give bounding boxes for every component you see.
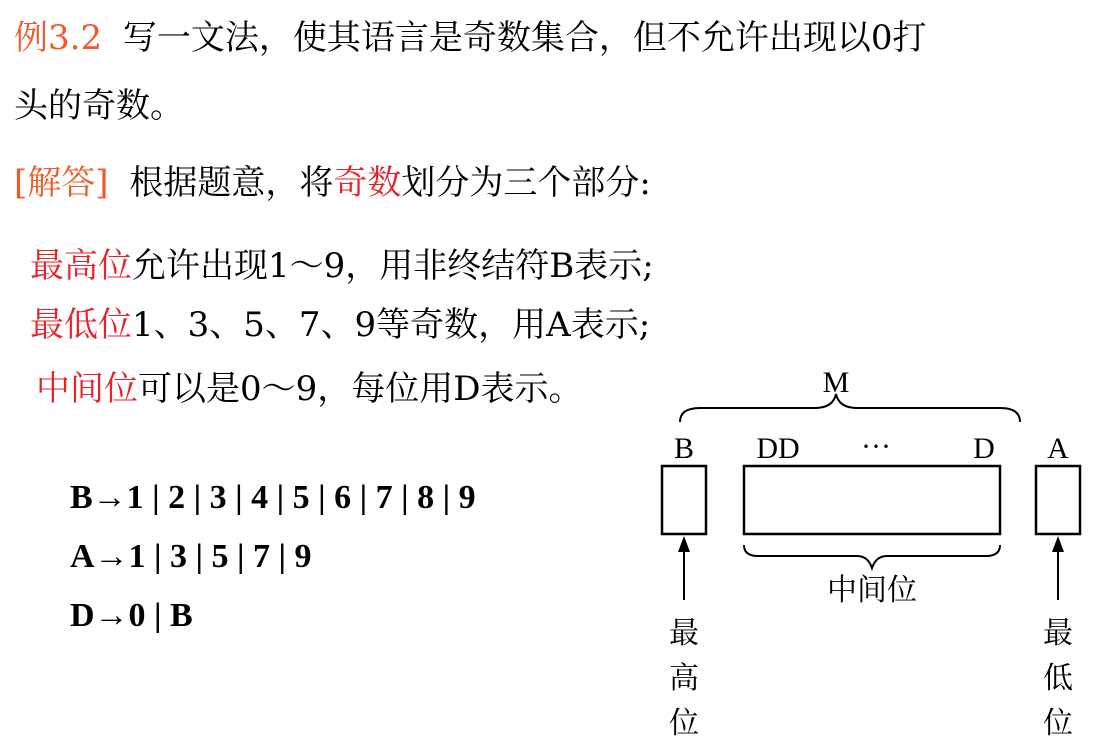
part-label: 中间位 <box>36 369 138 409</box>
top-brace <box>680 394 1020 422</box>
middle-label: 中间位 <box>827 573 917 608</box>
part-text: 1、3、5、7、9等奇数，用A表示; <box>132 305 651 345</box>
rule-b: B→1 | 2 | 3 | 4 | 5 | 6 | 7 | 8 | 9 <box>70 479 476 516</box>
right-vertical-1: 最 <box>1043 616 1073 651</box>
question-text-1: 写一文法，使其语言是奇数集合，但不允许出现以0打 <box>122 18 927 58</box>
rule-d: D→0 | B <box>70 597 193 634</box>
part-text: 可以是0～9，每位用D表示。 <box>138 369 583 409</box>
box-b <box>662 466 706 534</box>
box-a <box>1036 466 1080 534</box>
a-label: A <box>1047 432 1069 465</box>
dots-label: ··· <box>861 430 891 463</box>
left-arrowhead <box>678 536 690 552</box>
answer-intro-b: 划分为三个部分: <box>401 163 651 203</box>
b-label: B <box>673 432 695 465</box>
right-vertical-2: 低 <box>1043 661 1073 696</box>
example-number: 例3.2 <box>14 18 103 58</box>
rule-a: A→1 | 3 | 5 | 7 | 9 <box>70 538 312 575</box>
right-vertical-3: 位 <box>1043 706 1073 741</box>
part-label: 最高位 <box>30 246 132 286</box>
dd-label: DD <box>756 432 800 465</box>
top-label: M <box>822 366 850 399</box>
answer-intro-highlight: 奇数 <box>333 163 402 203</box>
part-text: 允许出现1～9，用非终结符B表示; <box>132 246 654 286</box>
d-label: D <box>973 432 995 465</box>
question-text-2: 头的奇数。 <box>14 86 184 126</box>
left-vertical-1: 最 <box>669 616 699 651</box>
right-arrowhead <box>1052 536 1064 552</box>
answer-intro-a: 根据题意，将 <box>129 163 334 203</box>
left-vertical-2: 高 <box>669 661 699 696</box>
left-vertical-3: 位 <box>669 706 699 741</box>
part-label: 最低位 <box>30 305 132 345</box>
bottom-brace <box>744 545 1000 568</box>
box-d <box>744 466 1000 534</box>
answer-tag: [解答] <box>14 163 109 203</box>
